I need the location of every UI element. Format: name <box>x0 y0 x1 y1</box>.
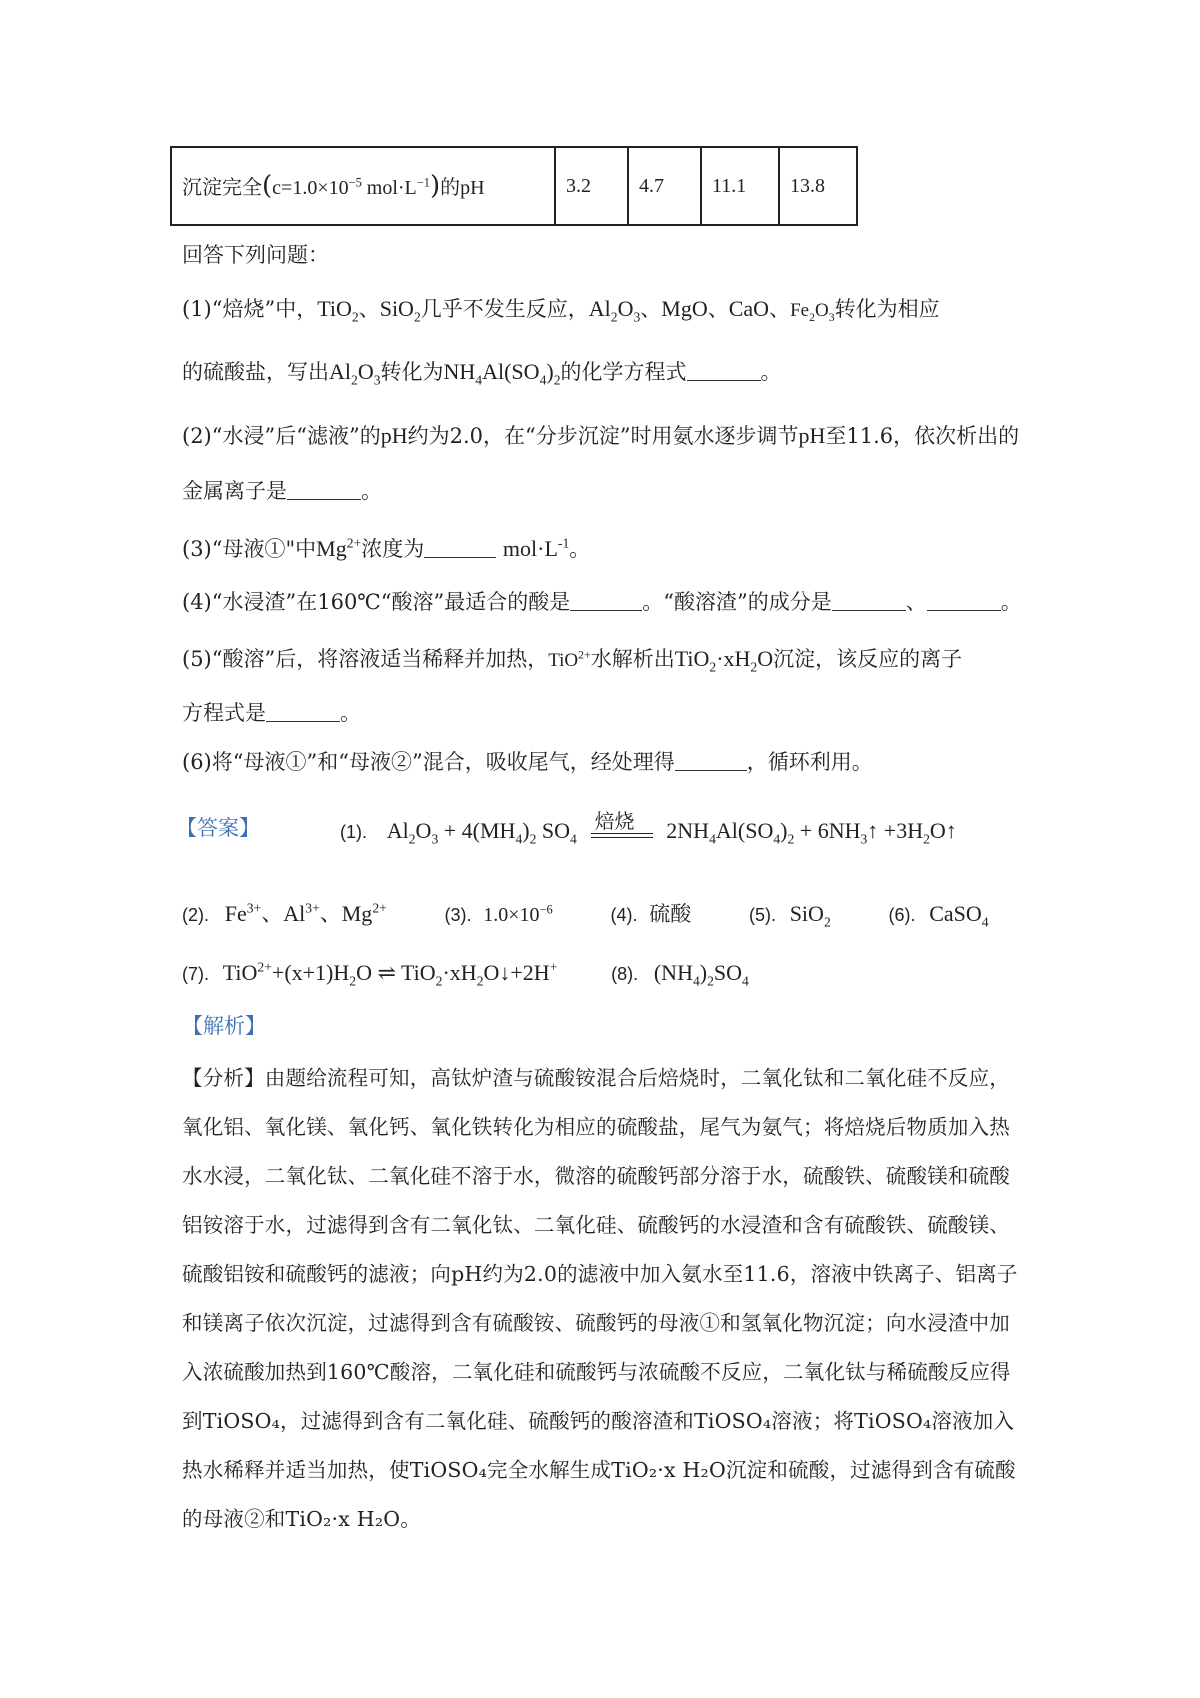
answer-item-3: (3). <box>444 905 472 925</box>
row-label-concentration: c=1.0×10 <box>272 177 349 199</box>
answer-item-7: (7). <box>182 964 209 984</box>
analysis-body: 【分析】由题给流程可知，高钛炉渣与硫酸铵混合后焙烧时，二氧化钛和二氧化硅不反应，氧化铝、氧化镁、氧化钙、氧化铁转化为相应的硫酸盐，尾气为氨气；将焙烧后物质加入热水水浸，二氧化钛、二氧化硅不溶于水，微溶的硫酸钙部分溶于水，硫酸铁、硫酸镁和硫酸铝铵溶于水，过滤得到含有二氧化钛、二氧化硅、硫酸钙的水浸渣和含有硫酸铁、硫酸镁、硫酸铝铵和硫酸钙的滤液；向pH约为2.0的滤液中加入氨水至11.6，溶液中铁离子、铝离子和镁离子依次沉淀，过滤得到含有硫酸铵、硫酸钙的母液①和氢氧化物沉淀；向水浸渣中加入浓硫酸加热到160℃酸溶，二氧化硅和硫酸钙与浓硫酸不反应，二氧化钛与稀硫酸反应得到TiOSO₄，过滤得到含有二氧化硅、硫酸钙的酸溶渣和TiOSO₄溶液；将TiOSO₄溶液加入热水稀释并适当加热，使TiOSO₄完全水解生成TiO₂·x H₂O沉淀和硫酸，过滤得到含有硫酸的母液②和TiO₂·x H₂O。 <box>182 1066 1018 1531</box>
answer-line-3: (7). $TiO^{2+}+(x+1)H_2O$ ⇌ $TiO_2\cdot xH_2O↓+2H^+$ (8). $(NH_4)_2SO_4$ <box>182 959 749 989</box>
answer-4-value: 硫酸 <box>649 902 692 926</box>
answer-line-2: (2). $Fe^{3+}$、$Al^{3+}$、$Mg^{2+}$ (3). $1.0\times 10^{-6}$ (4). 硫酸 (5). SiO$_2$ (6). CaSO$_4$ <box>182 900 989 930</box>
question-4: (4)“水浸渣”在160℃“酸溶”最适合的酸是 。“酸溶渣”的成分是 、 。 <box>182 590 1022 614</box>
row-label-exp: −5 <box>348 175 362 190</box>
row-label-suffix: 的pH <box>440 177 485 199</box>
answer-label: 【答案】 <box>176 816 260 840</box>
question-5-line-1: (5)“酸溶”后，将溶液适当稀释并加热，TiO$^{2+}$水解析出$TiO_2\cdot xH_2O$沉淀，该反应的离子 <box>182 646 963 675</box>
intro-text: 回答下列问题： <box>182 243 329 267</box>
answer-item-8: (8). <box>611 964 639 984</box>
answer-item-1: (1). $Al_2O_3 + 4(MH_4)_2$ $SO_4$ 焙烧 $2NH_4Al(SO_4)_2$ + $6NH_3↑$ $+3H_2O↑$ <box>340 818 957 844</box>
row-label-cell: 沉淀完全($c=1.0\times 10^{-5}$ $mol\cdot L^{-1}$)的pH <box>171 147 555 225</box>
precipitation-ph-table <box>170 146 858 226</box>
table-cell: 13.8 <box>779 147 857 225</box>
question-3: (3)“母液①"中$Mg^{2+}$浓度为 $mol\cdot L^{-1}$。 <box>182 535 591 561</box>
question-5-line-2: 方程式是 。 <box>182 701 361 725</box>
table-cell: 11.1 <box>701 147 779 225</box>
analysis-label: 【解析】 <box>182 1014 266 1038</box>
question-1-line-2: 的硫酸盐，写出$Al_2O_3$转化为$NH_4Al(SO_4)_2$的化学方程式 。 <box>182 359 782 388</box>
answer-item-4: (4). <box>610 905 638 925</box>
row-label-unit: mol·L <box>366 177 417 199</box>
answer-item-5: (5). <box>748 905 776 925</box>
table-cell: 4.7 <box>628 147 701 225</box>
question-2-line-2: 金属离子是 。 <box>182 479 382 503</box>
table-row <box>171 147 857 225</box>
question-2-line-1: (2)“水浸”后“滤液”的pH约为2.0，在“分步沉淀”时用氨水逐步调节pH至11.6，依次析出的 <box>182 423 1020 448</box>
answer-item-2: (2). <box>182 905 209 925</box>
row-label-prefix: 沉淀完全 <box>182 177 262 199</box>
reaction-condition: 焙烧 <box>594 809 635 833</box>
answer-item-6: (6). <box>888 905 916 925</box>
question-6: (6)将“母液①”和“母液②”混合，吸收尾气，经处理得 ，循环利用。 <box>182 750 873 774</box>
question-1-line-1: (1)“焙烧”中，TiO$_2$、SiO$_2$几乎不发生反应，$Al_2O_3$、MgO、CaO、$Fe_2O_3$转化为相应 <box>182 296 940 325</box>
row-label-unit-exp: −1 <box>416 175 430 190</box>
table-cell: 3.2 <box>555 147 628 225</box>
